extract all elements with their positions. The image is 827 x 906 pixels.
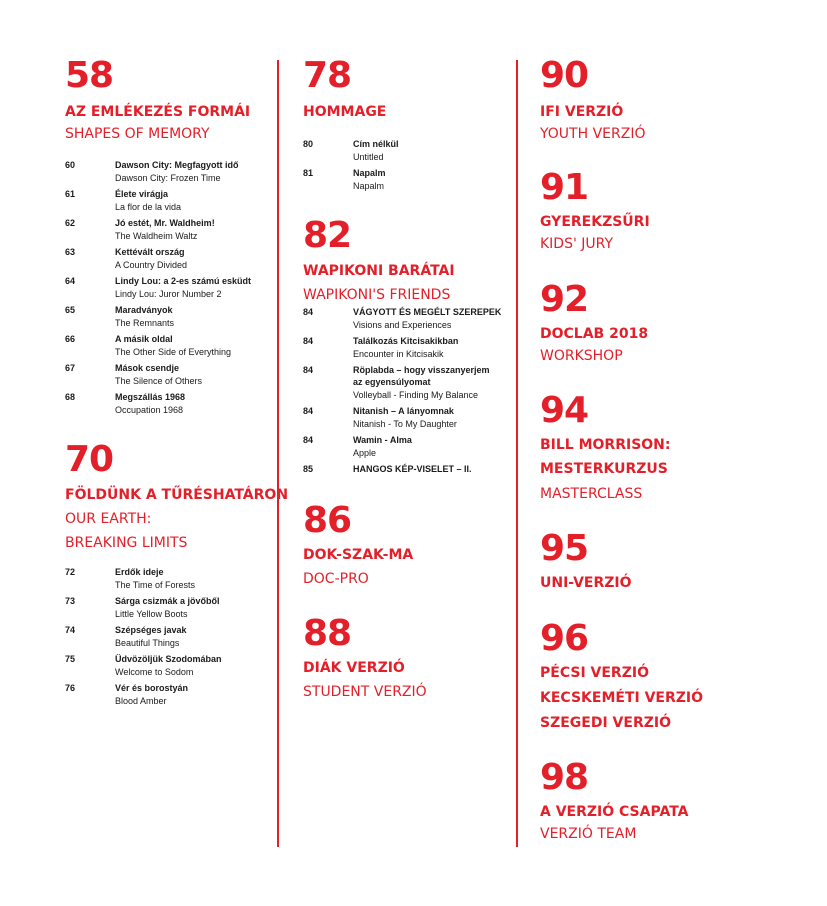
toc-entry[interactable] xyxy=(65,362,270,391)
toc-entry[interactable] xyxy=(303,463,508,479)
entry-page: 63 xyxy=(65,247,76,257)
entry-title-hu: Lindy Lou: a 2-es számú esküdt xyxy=(115,276,252,286)
entry-title-en: Beautiful Things xyxy=(115,638,180,648)
section-page-number: 98 xyxy=(540,757,589,798)
toc-entry-list xyxy=(65,566,270,711)
toc-section-78 xyxy=(303,55,387,124)
section-subtitle: WAPIKONI'S FRIENDS xyxy=(303,287,451,303)
entry-page: 85 xyxy=(303,464,314,474)
entry-title-en: Encounter in Kitcisakik xyxy=(353,349,444,359)
toc-section-88 xyxy=(303,613,427,704)
entry-title-hu: Maradványok xyxy=(115,305,173,315)
section-page-number: 96 xyxy=(540,618,589,659)
section-subtitle: OUR EARTH: xyxy=(65,511,152,527)
entry-title-hu: Sárga csizmák a jövőből xyxy=(115,596,220,606)
section-title: DOCLAB 2018 xyxy=(540,326,649,342)
section-page-number: 58 xyxy=(65,55,114,96)
section-title: IFI VERZIÓ xyxy=(540,104,624,120)
entry-title-en: Napalm xyxy=(353,181,385,191)
section-page-number: 86 xyxy=(303,500,352,541)
section-subtitle: VERZIÓ TEAM xyxy=(540,826,637,842)
toc-entry[interactable] xyxy=(65,653,270,682)
section-title-line3: SZEGEDI VERZIÓ xyxy=(540,715,671,731)
entry-title-en: The Remnants xyxy=(115,318,175,328)
entry-page: 67 xyxy=(65,363,76,373)
toc-entry[interactable] xyxy=(65,159,270,188)
toc-entry[interactable] xyxy=(65,566,270,595)
toc-entry[interactable] xyxy=(303,167,508,196)
section-title: UNI-VERZIÓ xyxy=(540,575,632,591)
entry-title-hu: Élete virágja xyxy=(115,189,169,199)
entry-page: 68 xyxy=(65,392,76,402)
entry-title-hu: Üdvözöljük Szodomában xyxy=(115,654,222,664)
entry-title-hu: Dawson City: Megfagyott idő xyxy=(115,160,239,170)
entry-page: 84 xyxy=(303,365,314,375)
entry-title-en: Welcome to Sodom xyxy=(115,667,194,677)
toc-entry[interactable] xyxy=(303,434,508,463)
toc-entry[interactable] xyxy=(303,138,508,167)
entry-page: 76 xyxy=(65,683,76,693)
toc-section-91 xyxy=(540,167,650,256)
entry-page: 84 xyxy=(303,307,314,317)
toc-entry[interactable] xyxy=(65,595,270,624)
toc-entry[interactable] xyxy=(65,246,270,275)
section-subtitle: MASTERCLASS xyxy=(540,486,643,502)
entry-title-hu: HANGOS KÉP-VISELET – II. xyxy=(353,464,472,474)
section-subtitle: DOC-PRO xyxy=(303,571,369,587)
entry-title-en: Little Yellow Boots xyxy=(115,609,188,619)
toc-entry-list xyxy=(303,306,508,479)
toc-section-86 xyxy=(303,500,414,591)
entry-page: 60 xyxy=(65,160,76,170)
toc-entry-list xyxy=(303,138,508,196)
section-title: AZ EMLÉKEZÉS FORMÁI xyxy=(65,104,251,120)
entry-title-hu: Röplabda – hogy visszanyerjem xyxy=(353,365,490,375)
entry-title-hu: Találkozás Kitcisakikban xyxy=(353,336,459,346)
entry-title-hu: Nitanish – A lányomnak xyxy=(353,406,454,416)
toc-section-92 xyxy=(540,279,649,368)
entry-page: 84 xyxy=(303,406,314,416)
entry-page: 66 xyxy=(65,334,76,344)
section-page-number: 91 xyxy=(540,167,589,208)
entry-title-hu-line2: az egyensúlyomat xyxy=(353,377,431,387)
section-title: HOMMAGE xyxy=(303,104,387,120)
section-title: GYEREKZSŰRI xyxy=(540,214,650,230)
entry-title-hu: Napalm xyxy=(353,168,386,178)
entry-title-en: Nitanish - To My Daughter xyxy=(353,419,457,429)
section-subtitle: KIDS' JURY xyxy=(540,236,614,252)
entry-page: 62 xyxy=(65,218,76,228)
toc-entry[interactable] xyxy=(303,405,508,434)
toc-entry[interactable] xyxy=(303,364,508,405)
toc-entry-list xyxy=(65,159,270,420)
entry-title-en: Dawson City: Frozen Time xyxy=(115,173,221,183)
entry-page: 64 xyxy=(65,276,76,286)
toc-section-98 xyxy=(540,757,689,846)
column-divider-2 xyxy=(516,60,518,847)
section-title-line2: MESTERKURZUS xyxy=(540,461,668,477)
entry-page: 80 xyxy=(303,139,314,149)
entry-title-hu: Kettévált ország xyxy=(115,247,185,257)
toc-entry[interactable] xyxy=(65,304,270,333)
entry-title-en: The Silence of Others xyxy=(115,376,203,386)
section-page-number: 92 xyxy=(540,279,589,320)
entry-page: 73 xyxy=(65,596,76,606)
section-title: BILL MORRISON: xyxy=(540,437,671,453)
entry-page: 84 xyxy=(303,435,314,445)
section-title: DIÁK VERZIÓ xyxy=(303,660,405,676)
toc-section-96 xyxy=(540,618,704,735)
entry-page: 74 xyxy=(65,625,76,635)
entry-title-hu: Cím nélkül xyxy=(353,139,399,149)
toc-entry[interactable] xyxy=(65,682,270,711)
toc-entry[interactable] xyxy=(303,306,508,335)
section-title: PÉCSI VERZIÓ xyxy=(540,665,649,681)
toc-entry[interactable] xyxy=(65,275,270,304)
entry-title-en: The Time of Forests xyxy=(115,580,196,590)
section-page-number: 90 xyxy=(540,55,589,96)
section-title-line2: KECSKEMÉTI VERZIÓ xyxy=(540,690,704,706)
toc-section-94 xyxy=(540,390,671,506)
entry-title-hu: Jó estét, Mr. Waldheim! xyxy=(115,218,215,228)
entry-title-en: La flor de la vida xyxy=(115,202,182,212)
section-title: DOK-SZAK-MA xyxy=(303,547,414,563)
entry-title-en: Visions and Experiences xyxy=(353,320,452,330)
section-page-number: 70 xyxy=(65,439,114,480)
section-subtitle: WORKSHOP xyxy=(540,348,623,364)
entry-title-hu: Megszállás 1968 xyxy=(115,392,186,402)
entry-title-en: Occupation 1968 xyxy=(115,405,184,415)
toc-section-82 xyxy=(303,215,455,307)
toc-section-95 xyxy=(540,528,632,595)
section-subtitle: STUDENT VERZIÓ xyxy=(303,684,427,700)
entry-title-en: Blood Amber xyxy=(115,696,167,706)
toc-section-90 xyxy=(540,55,646,146)
section-page-number: 94 xyxy=(540,390,589,431)
toc-entry[interactable] xyxy=(65,188,270,217)
entry-title-hu: VÁGYOTT ÉS MEGÉLT SZEREPEK xyxy=(353,307,502,317)
toc-entry[interactable] xyxy=(65,217,270,246)
entry-title-hu: Vér és borostyán xyxy=(115,683,189,693)
toc-section-58 xyxy=(65,55,251,146)
entry-title-hu: Szépséges javak xyxy=(115,625,187,635)
entry-title-hu: Erdők ideje xyxy=(115,567,164,577)
section-page-number: 82 xyxy=(303,215,352,256)
entry-title-en: Lindy Lou: Juror Number 2 xyxy=(115,289,222,299)
entry-title-en: Volleyball - Finding My Balance xyxy=(353,390,479,400)
entry-title-hu: Mások csendje xyxy=(115,363,180,373)
entry-title-hu: A másik oldal xyxy=(115,334,173,344)
toc-entry[interactable] xyxy=(65,333,270,362)
entry-page: 72 xyxy=(65,567,76,577)
section-title: A VERZIÓ CSAPATA xyxy=(540,804,689,820)
section-title: FÖLDÜNK A TŰRÉSHATÁRON xyxy=(65,487,289,503)
section-page-number: 88 xyxy=(303,613,352,654)
section-subtitle: YOUTH VERZIÓ xyxy=(540,126,646,142)
entry-page: 61 xyxy=(65,189,76,199)
toc-entry[interactable] xyxy=(65,624,270,653)
toc-section-70 xyxy=(65,439,289,555)
entry-title-en: The Waldheim Waltz xyxy=(115,231,198,241)
entry-title-en: The Other Side of Everything xyxy=(115,347,232,357)
section-subtitle: SHAPES OF MEMORY xyxy=(65,126,210,142)
entry-page: 81 xyxy=(303,168,314,178)
entry-page: 75 xyxy=(65,654,76,664)
entry-title-en: Apple xyxy=(353,448,377,458)
section-subtitle: BREAKING LIMITS xyxy=(65,535,188,551)
section-page-number: 78 xyxy=(303,55,352,96)
entry-title-en: Untitled xyxy=(353,152,384,162)
section-page-number: 95 xyxy=(540,528,589,569)
section-title: WAPIKONI BARÁTAI xyxy=(303,263,455,279)
entry-page: 84 xyxy=(303,336,314,346)
entry-title-en: A Country Divided xyxy=(115,260,188,270)
toc-entry[interactable] xyxy=(303,335,508,364)
entry-title-hu: Wamin - Alma xyxy=(353,435,412,445)
toc-entry[interactable] xyxy=(65,391,270,420)
entry-page: 65 xyxy=(65,305,76,315)
